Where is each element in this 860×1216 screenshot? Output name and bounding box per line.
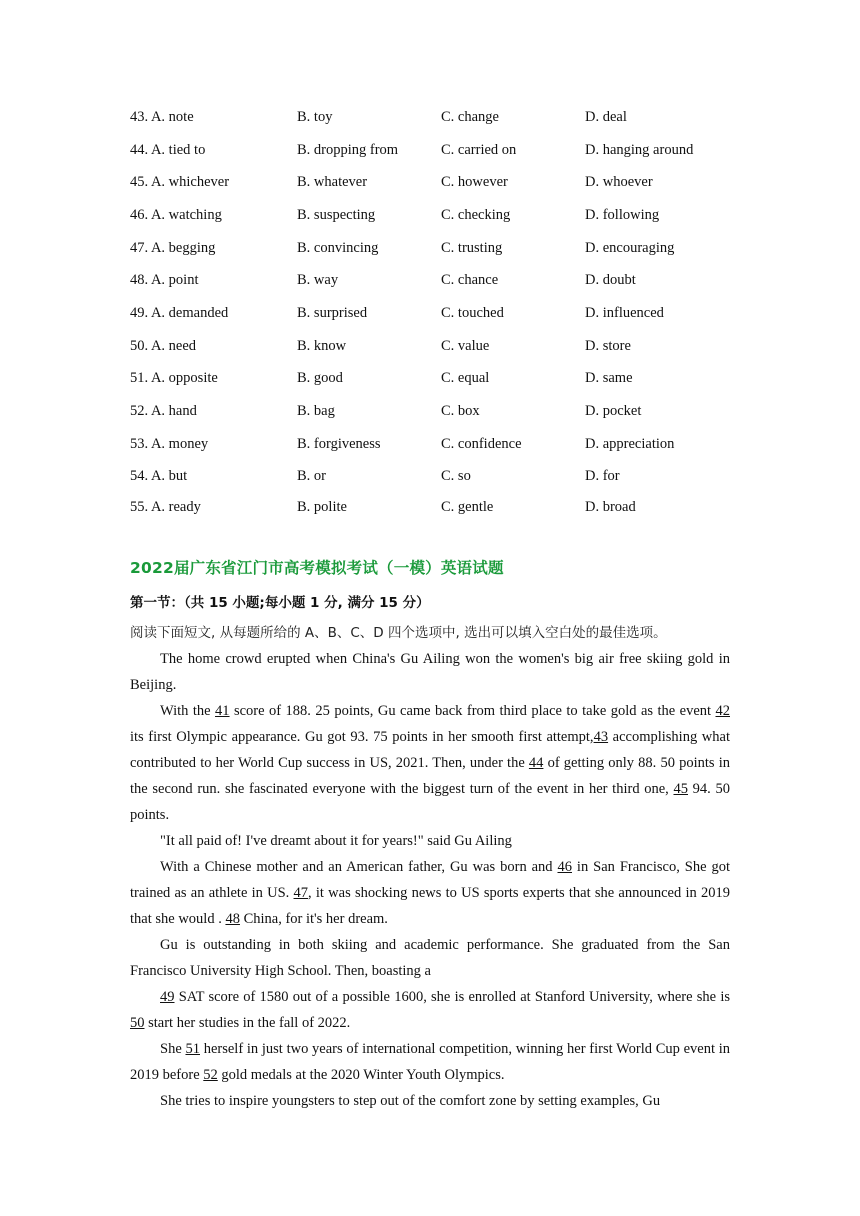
option-b: B. suspecting [297, 207, 376, 223]
option-c: C. touched [441, 305, 504, 321]
option-row-45 [130, 171, 750, 193]
option-a: 55. A. ready [130, 499, 201, 515]
blank-42: 42 [715, 703, 730, 719]
option-d: D. appreciation [585, 436, 675, 452]
option-d: D. broad [585, 499, 636, 515]
option-c: C. trusting [441, 240, 503, 256]
option-c: C. however [441, 174, 508, 190]
option-d: D. store [585, 338, 631, 354]
option-b: B. surprised [297, 305, 368, 321]
option-c: C. confidence [441, 436, 522, 452]
option-b: B. way [297, 272, 339, 288]
blank-48: 48 [225, 911, 240, 927]
blank-52: 52 [203, 1067, 218, 1083]
blank-49: 49 [160, 989, 175, 1005]
option-a: 44. A. tied to [130, 142, 206, 158]
option-a: 49. A. demanded [130, 305, 229, 321]
option-b: B. toy [297, 109, 333, 125]
blank-47: 47 [293, 885, 309, 901]
option-b: B. convincing [297, 240, 379, 256]
option-d: D. hanging around [585, 142, 694, 158]
option-c: C. gentle [441, 499, 494, 515]
paragraph-8: She tries to inspire youngsters to step out of the comfort zone by setting examples, Gu [160, 1093, 661, 1109]
blank-45: 45 [673, 781, 688, 797]
option-a: 48. A. point [130, 272, 199, 288]
option-a: 46. A. watching [130, 207, 222, 223]
option-a: 53. A. money [130, 436, 209, 452]
option-c: C. change [441, 109, 499, 125]
option-b: B. forgiveness [297, 436, 381, 452]
option-b: B. good [297, 370, 343, 386]
option-d: D. influenced [585, 305, 664, 321]
blank-51: 51 [185, 1041, 200, 1057]
paragraph-2: With the 41 score of 188. 25 points, Gu came back from third place to take gold as the event 42 its first Olympic appearance. Gu got 93. 75 points in her smooth first attempt,43 accomplishing what contributed to her World Cup success in US, 2021. Then, under the 44 of getting only 88. 50 points in the second run. she fascinated everyone with the biggest turn of the event in her third one, 45 94. 50 points. [130, 703, 730, 823]
blank-50: 50 [130, 1015, 145, 1031]
option-b: B. polite [297, 499, 347, 515]
option-b: B. bag [297, 403, 335, 419]
option-a: 51. A. opposite [130, 370, 218, 386]
option-row-55 [130, 496, 750, 518]
section-title: 第一节：（共 15 小题;每小题 1 分, 满分 15 分） [130, 595, 430, 611]
option-c: C. checking [441, 207, 511, 223]
option-d: D. doubt [585, 272, 636, 288]
option-c: C. box [441, 403, 480, 419]
option-c: C. carried on [441, 142, 517, 158]
option-c: C. chance [441, 272, 499, 288]
option-b: B. or [297, 468, 326, 484]
option-d: D. deal [585, 109, 627, 125]
exam-title: 2022届广东省江门市高考模拟考试（一模）英语试题 [130, 559, 504, 577]
option-a: 45. A. whichever [130, 174, 230, 190]
option-row-47 [130, 237, 750, 259]
option-d: D. pocket [585, 403, 642, 419]
option-row-53 [130, 433, 750, 455]
option-a: 47. A. begging [130, 240, 216, 256]
instruction-text: 阅读下面短文, 从每题所给的 A、B、C、D 四个选项中, 选出可以填入空白处的最佳选项。 [130, 625, 667, 641]
option-d: D. following [585, 207, 660, 223]
option-row-51 [130, 367, 750, 389]
option-c: C. value [441, 338, 490, 354]
option-a: 52. A. hand [130, 403, 197, 419]
option-row-52 [130, 400, 750, 422]
paragraph-1: The home crowd erupted when China's Gu Ailing won the women's big air free skiing gold in Beijing. [130, 651, 730, 693]
option-row-49 [130, 302, 750, 324]
option-b: B. dropping from [297, 142, 399, 158]
blank-43: 43 [593, 729, 609, 745]
option-row-50 [130, 335, 750, 357]
option-b: B. know [297, 338, 347, 354]
blank-46: 46 [557, 859, 572, 875]
option-a: 50. A. need [130, 338, 197, 354]
paragraph-6: 49 SAT score of 1580 out of a possible 1600, she is enrolled at Stanford University, where she is 50 start her studies in the fall of 2022. [130, 989, 730, 1031]
paragraph-3: "It all paid of! I've dreamt about it for years!" said Gu Ailing [160, 833, 512, 849]
option-row-43 [130, 106, 750, 128]
option-a: 43. A. note [130, 109, 194, 125]
option-d: D. same [585, 370, 633, 386]
option-c: C. so [441, 468, 471, 484]
option-c: C. equal [441, 370, 490, 386]
paragraph-5: Gu is outstanding in both skiing and academic performance. She graduated from the San Francisco University High School. Then, boasting a [130, 937, 730, 979]
option-a: 54. A. but [130, 468, 188, 484]
option-d: D. whoever [585, 174, 653, 190]
option-b: B. whatever [297, 174, 368, 190]
option-row-54 [130, 465, 750, 487]
reading-passage [130, 646, 730, 1114]
option-row-44 [130, 139, 750, 161]
paragraph-4: With a Chinese mother and an American father, Gu was born and 46 in San Francisco, She got trained as an athlete in US. 47, it was shocking news to US sports experts that she announced in 2019 that she would . 48 China, for it's her dream. [130, 859, 730, 927]
blank-44: 44 [528, 755, 544, 771]
blank-41: 41 [215, 703, 230, 719]
paragraph-7: She 51 herself in just two years of international competition, winning her first World Cup event in 2019 before 52 gold medals at the 2020 Winter Youth Olympics. [130, 1041, 731, 1083]
option-row-48 [130, 269, 750, 291]
option-row-46 [130, 204, 750, 226]
option-d: D. encouraging [585, 240, 675, 256]
option-d: D. for [585, 468, 620, 484]
